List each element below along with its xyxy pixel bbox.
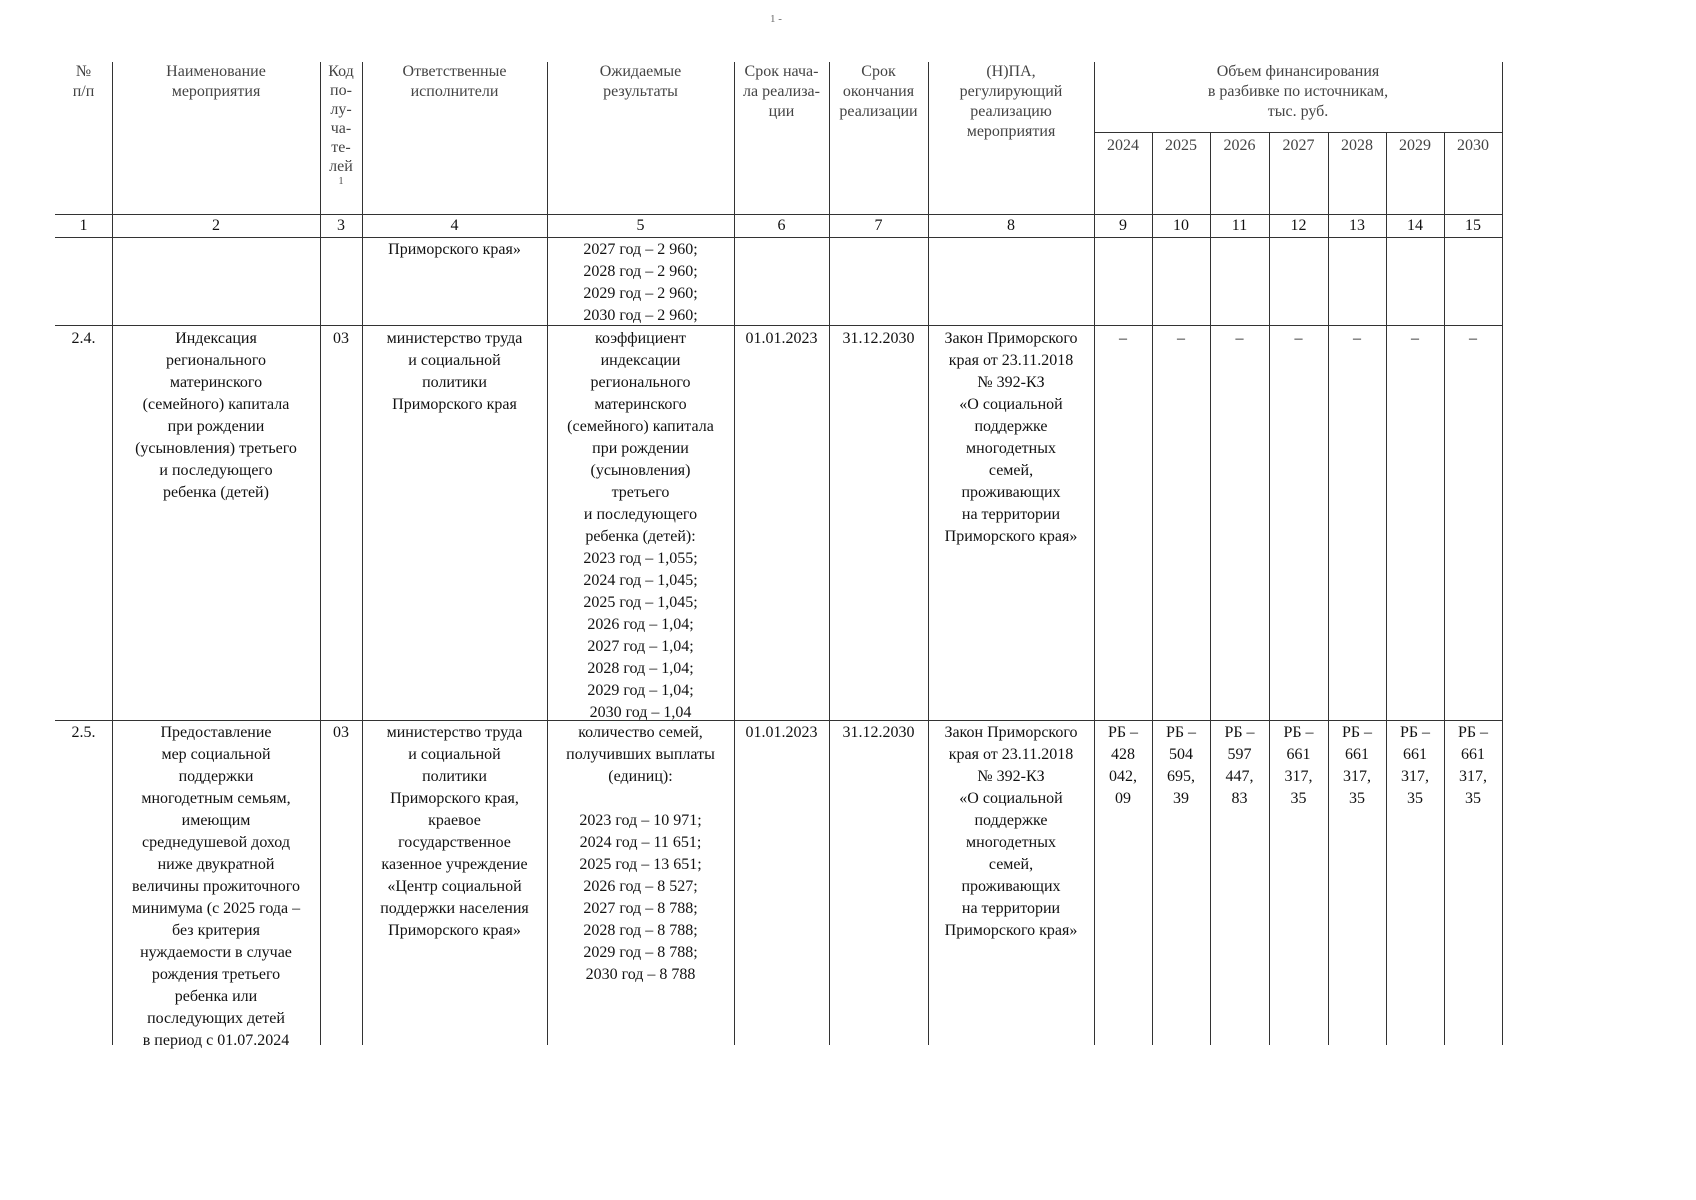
end-date-cell: 31.12.2030 — [842, 330, 915, 347]
end-date-cell: 31.12.2030 — [842, 724, 915, 741]
recipient-code-cell: 03 — [333, 330, 349, 347]
column-number: 12 — [1290, 217, 1307, 234]
header-recipient-code: Код по- лу- ча- те- лей 1 — [328, 63, 354, 187]
financing-cell: РБ – 661 317, 35 — [1341, 724, 1373, 807]
column-number: 14 — [1407, 217, 1423, 234]
header-expected-results: Ожидаемые результаты — [599, 63, 682, 100]
responsible-cell: Приморского края» — [388, 241, 521, 258]
financing-cell: – — [1119, 330, 1127, 347]
financing-cell: – — [1235, 330, 1244, 347]
results-cell: коэффициент индексации регионального материнского (семейного) капитала при рождении (усыновления) третьего и последующего ребенка (детей): 2023 год – 1,055; 2024 год – 1,045; 2025 год – 1,045; 2026 год – 1,04; 2027 год – 1,04; 2028 год – 1,04; 2029 год – 1,04; 2030 год – 1,04 — [567, 330, 714, 721]
column-number: 10 — [1173, 217, 1189, 234]
start-date-cell: 01.01.2023 — [745, 330, 818, 347]
header-year: 2024 — [1107, 137, 1139, 154]
financing-cell: – — [1294, 330, 1303, 347]
financing-cell: РБ – 661 317, 35 — [1283, 724, 1314, 807]
start-date-cell: 01.01.2023 — [745, 724, 818, 741]
results-cell: количество семей, получивших выплаты (единиц): 2023 год – 10 971; 2024 год – 11 651; 2025 год – 13 651; 2026 год – 8 527; 2027 год – 8 788; 2028 год – 8 788; 2029 год – 8 788; 2030 год – 8 788 — [566, 724, 715, 983]
row-number: 2.5. — [71, 724, 96, 741]
header-year: 2030 — [1457, 137, 1489, 154]
financing-cell: РБ – 504 695, 39 — [1165, 724, 1197, 807]
financing-cell: РБ – 661 317, 35 — [1399, 724, 1431, 807]
header-year: 2027 — [1282, 137, 1315, 154]
financing-cell: – — [1469, 330, 1477, 347]
header-year: 2025 — [1165, 137, 1197, 154]
column-number: 9 — [1119, 217, 1127, 234]
header-year: 2029 — [1399, 137, 1431, 154]
header-year: 2026 — [1223, 137, 1256, 154]
column-number: 6 — [777, 217, 786, 234]
page-number-mark: 1 - — [770, 13, 782, 25]
header-event-name: Наименование мероприятия — [166, 63, 266, 100]
header-financing: Объем финансирования в разбивке по источникам, тыс. руб. — [1207, 63, 1389, 120]
financing-cell: РБ – 661 317, 35 — [1457, 724, 1489, 807]
column-number: 13 — [1349, 217, 1365, 234]
column-number: 3 — [337, 217, 345, 234]
financing-cell: – — [1353, 330, 1361, 347]
header-start-date: Срок нача- ла реализа- ции — [743, 63, 820, 120]
event-name-cell: Предоставление мер социальной поддержки многодетным семьям, имеющим среднедушевой доход ниже двукратной величины прожиточного минимума (с 2025 года – без критерия нуждаемости в случае рождения третьего ребенка или последующих детей в период с 01.07.2024 — [131, 724, 301, 1049]
column-number: 5 — [636, 217, 645, 234]
row-number: 2.4. — [71, 330, 96, 347]
column-number: 1 — [79, 217, 88, 234]
financing-cell: РБ – 428 042, 09 — [1107, 724, 1139, 807]
column-number: 7 — [874, 217, 883, 234]
legal-act-cell: Закон Приморского края от 23.11.2018 № 392-КЗ «О социальной поддержке многодетных семей, проживающих на территории Приморского края» — [944, 724, 1078, 939]
column-number: 11 — [1231, 217, 1248, 234]
column-number: 8 — [1007, 217, 1015, 234]
financing-cell: – — [1411, 330, 1419, 347]
results-cell: 2027 год – 2 960; 2028 год – 2 960; 2029 год – 2 960; 2030 год – 2 960; — [583, 241, 698, 324]
event-name-cell: Индексация регионального материнского (семейного) капитала при рождении (усыновления) третьего и последующего ребенка (детей) — [135, 330, 297, 501]
header-number: № п/п — [72, 63, 95, 100]
recipient-code-cell: 03 — [333, 724, 349, 741]
header-responsible: Ответственные исполнители — [402, 63, 507, 100]
column-number: 4 — [450, 217, 459, 234]
column-number: 15 — [1465, 217, 1481, 234]
financing-cell: РБ – 597 447, 83 — [1224, 724, 1255, 807]
responsible-cell: министерство труда и социальной политики Приморского края — [386, 330, 523, 413]
legal-act-cell: Закон Приморского края от 23.11.2018 № 392-КЗ «О социальной поддержке многодетных семей, проживающих на территории Приморского края» — [944, 330, 1078, 545]
column-number: 2 — [212, 217, 220, 234]
header-legal-act: (Н)ПА, регулирующий реализацию мероприятия — [959, 63, 1063, 140]
financing-cell: – — [1177, 330, 1185, 347]
header-year: 2028 — [1341, 137, 1373, 154]
responsible-cell: министерство труда и социальной политики Приморского края, краевое государственное казенное учреждение «Центр социальной поддержки населения Приморского края» — [380, 724, 529, 939]
header-end-date: Срок окончания реализации — [839, 63, 918, 120]
